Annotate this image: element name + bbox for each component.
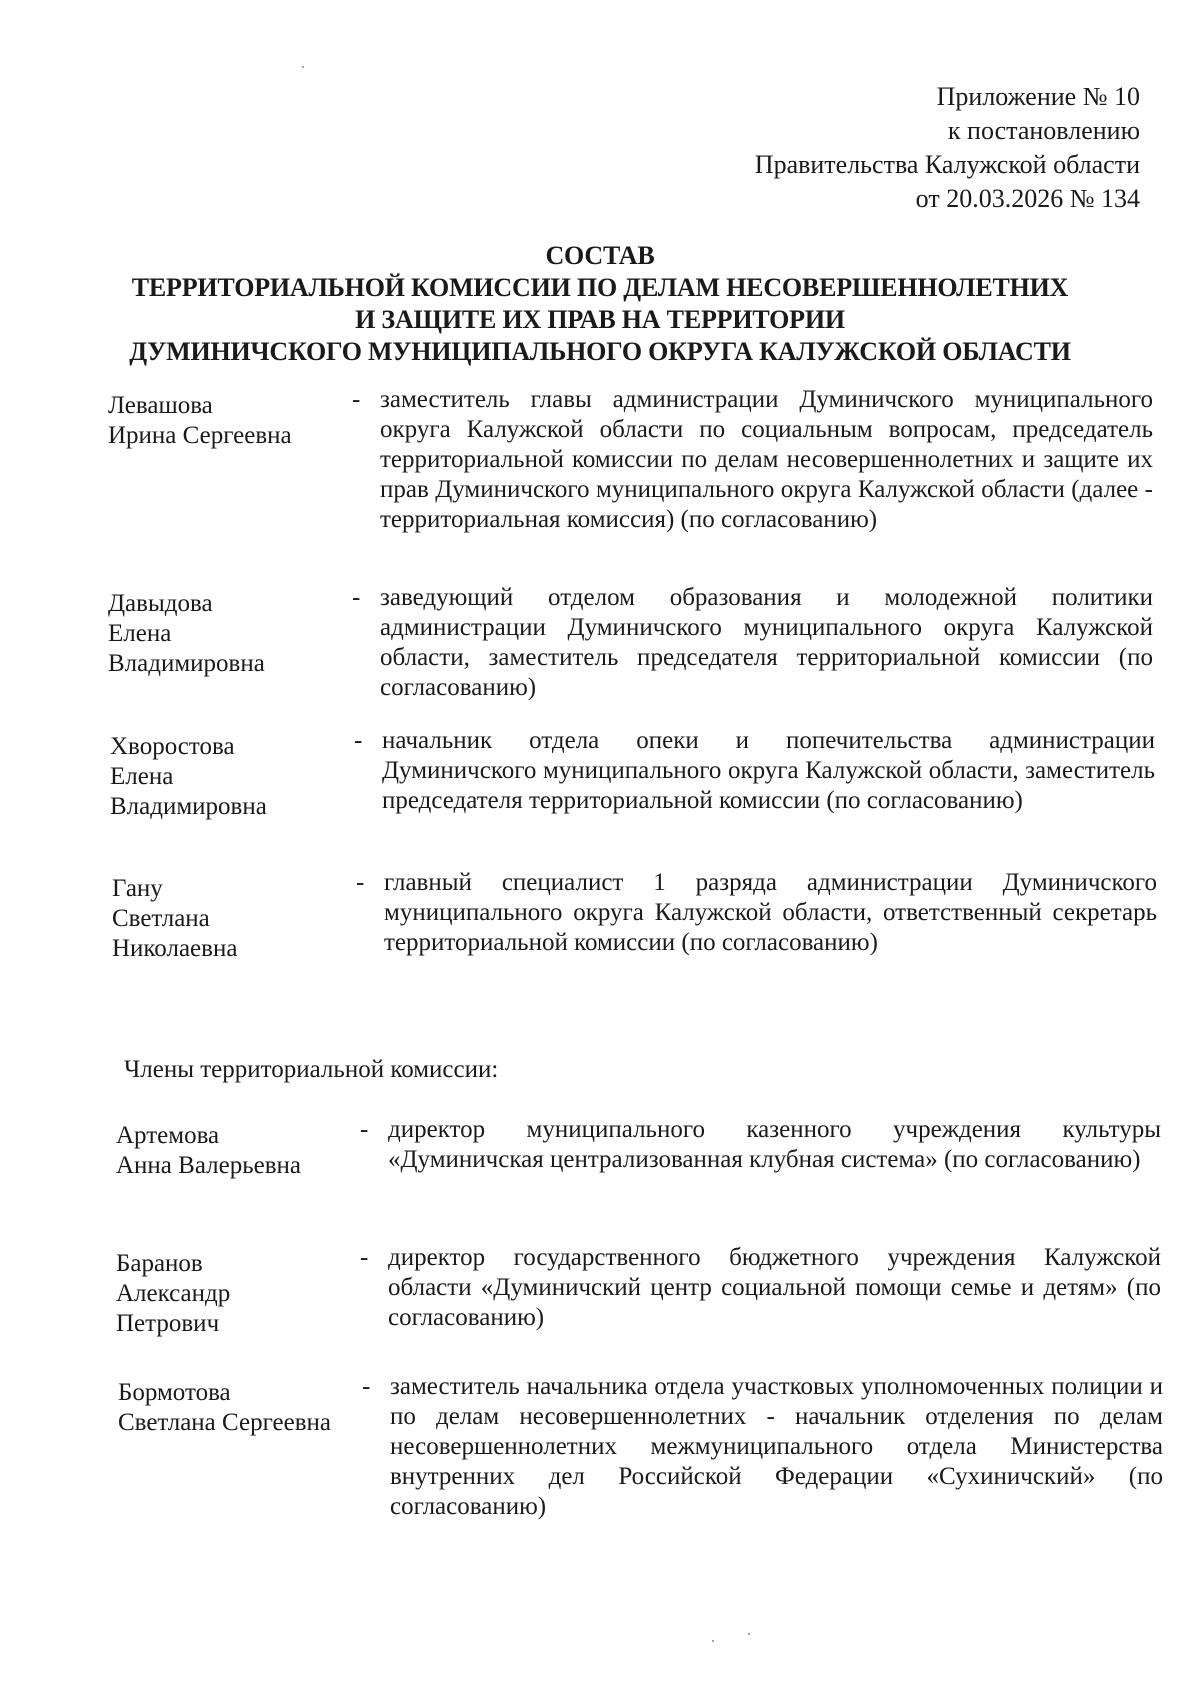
member-name bbox=[108, 391, 338, 451]
title-line-2: ТЕРРИТОРИАЛЬНОЙ КОМИССИИ ПО ДЕЛАМ НЕСОВЕРШЕННОЛЕТНИХ bbox=[131, 273, 1069, 302]
title-line-1: СОСТАВ bbox=[545, 241, 655, 270]
scan-speck bbox=[748, 1633, 750, 1635]
separator-dash: - bbox=[352, 584, 361, 611]
member-name bbox=[108, 589, 338, 679]
member-patronymic: Николаевна bbox=[112, 935, 238, 962]
member-surname: Артемова bbox=[116, 1122, 220, 1149]
member-surname: Хворостова bbox=[110, 733, 235, 760]
member-given-name: Анна Валерьевна bbox=[116, 1152, 301, 1179]
document-title bbox=[0, 240, 1200, 368]
annex-line-1: Приложение № 10 bbox=[936, 82, 1140, 111]
separator-dash: - bbox=[356, 869, 365, 896]
scan-speck bbox=[712, 1640, 714, 1642]
annex-header bbox=[755, 80, 1140, 216]
member-position: заместитель главы администрации Думиничского муниципального округа Калужской области по социальным вопросам, председатель территориальной комиссии по делам несовершеннолетних и защите их прав Думиничского муниципального округа Калужской области (далее - территориальная комиссия) (по согласованию) bbox=[380, 386, 1153, 533]
member-name bbox=[118, 1378, 348, 1438]
annex-line-4: от 20.03.2026 № 134 bbox=[915, 184, 1140, 213]
separator-dash: - bbox=[352, 386, 361, 413]
annex-line-2: к постановлению bbox=[947, 116, 1140, 145]
title-line-4: ДУМИНИЧСКОГО МУНИЦИПАЛЬНОГО ОКРУГА КАЛУЖСКОЙ ОБЛАСТИ bbox=[129, 337, 1071, 366]
member-given-name: Елена bbox=[108, 620, 172, 647]
member-given-name: Светлана Сергеевна bbox=[118, 1409, 332, 1436]
member-surname: Баранов bbox=[116, 1250, 203, 1277]
title-line-3: И ЗАЩИТЕ ИХ ПРАВ НА ТЕРРИТОРИИ bbox=[355, 305, 845, 334]
member-given-name: Светлана bbox=[112, 905, 210, 932]
member-given-name: Александр bbox=[116, 1280, 231, 1307]
member-name bbox=[112, 874, 342, 964]
member-position: заместитель начальника отдела участковых уполномоченных полиции и по делам несовершеннолетних - начальник отделения по делам несовершеннолетних межмуниципального отдела Министерства внутренних дел Российской Федерации «Сухиничский» (по согласованию) bbox=[390, 1373, 1163, 1520]
member-patronymic: Владимировна bbox=[108, 650, 265, 677]
member-given-name: Ирина Сергеевна bbox=[108, 422, 292, 449]
annex-line-3: Правительства Калужской области bbox=[754, 150, 1140, 179]
member-surname: Гану bbox=[112, 875, 163, 902]
member-position: главный специалист 1 разряда администрации Думиничского муниципального округа Калужской области, ответственный секретарь территориальной комиссии (по согласованию) bbox=[384, 869, 1157, 956]
member-position: начальник отдела опеки и попечительства администрации Думиничского муниципального округа Калужской области, заместитель председателя территориальной комиссии (по согласованию) bbox=[382, 727, 1155, 814]
member-patronymic: Петрович bbox=[116, 1310, 220, 1337]
scan-speck bbox=[302, 66, 304, 68]
separator-dash: - bbox=[354, 727, 363, 754]
separator-dash: - bbox=[362, 1373, 371, 1400]
member-position: директор государственного бюджетного учреждения Калужской области «Думиничский центр социальной помощи семье и детям» (по согласованию) bbox=[388, 1244, 1161, 1331]
member-surname: Давыдова bbox=[108, 590, 213, 617]
separator-dash: - bbox=[360, 1116, 369, 1143]
separator-dash: - bbox=[360, 1244, 369, 1271]
member-position: директор муниципального казенного учреждения культуры «Думиничская централизованная клубная система» (по согласованию) bbox=[388, 1116, 1161, 1173]
member-surname: Левашова bbox=[108, 392, 213, 419]
member-name bbox=[116, 1121, 346, 1181]
member-surname: Бормотова bbox=[118, 1379, 231, 1406]
member-name bbox=[110, 732, 340, 822]
member-name bbox=[116, 1249, 346, 1339]
member-position: заведующий отделом образования и молодежной политики администрации Думиничского муниципального округа Калужской области, заместитель председателя территориальной комиссии (по согласованию) bbox=[380, 584, 1153, 701]
members-heading: Члены территориальной комиссии: bbox=[124, 1056, 499, 1083]
member-given-name: Елена bbox=[110, 763, 174, 790]
member-patronymic: Владимировна bbox=[110, 793, 267, 820]
